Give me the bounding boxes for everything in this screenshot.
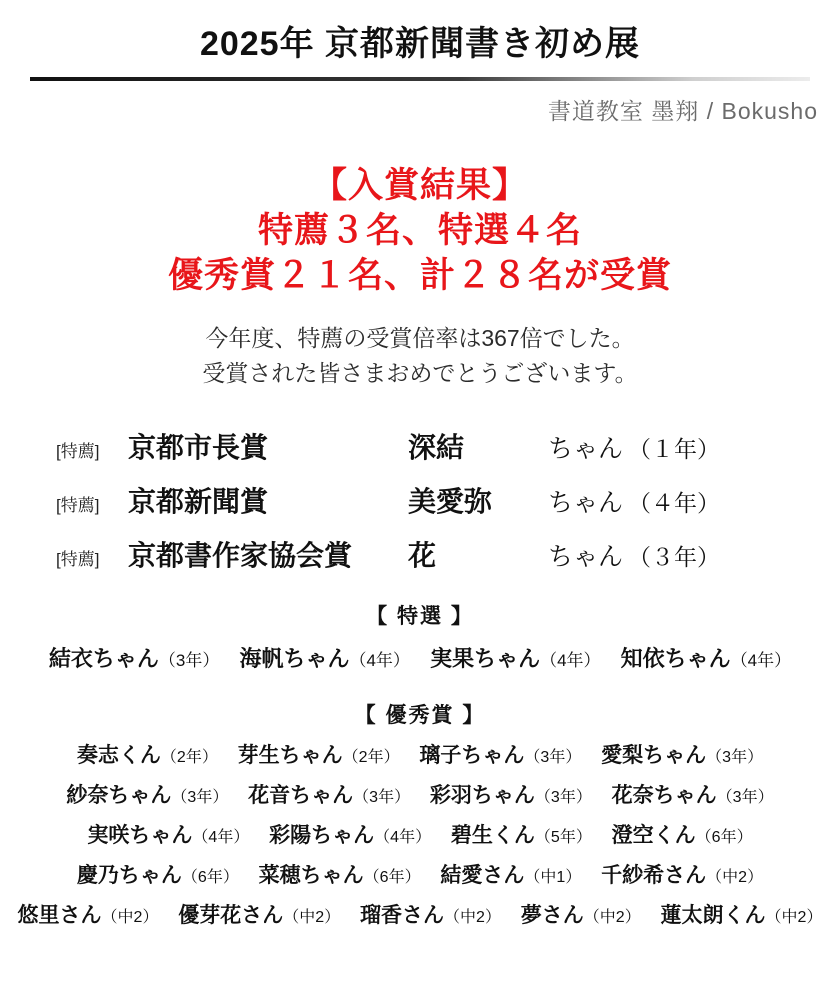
winner-grade: （3年） xyxy=(716,789,774,807)
title-divider xyxy=(30,77,810,81)
winner-grade: （2年） xyxy=(160,749,218,767)
top-awards-list xyxy=(0,426,840,574)
winner-name: 実咲ちゃん xyxy=(87,824,193,848)
page-title: 2025年 京都新聞書き初め展 xyxy=(199,25,641,63)
winner-name: 蓮太朗くん xyxy=(660,904,766,928)
winner-grade: （中2） xyxy=(706,869,764,887)
tokusen-row xyxy=(0,642,840,673)
winner-grade: （4年） xyxy=(730,651,792,671)
result-summary xyxy=(0,164,840,298)
winner-name: 花 xyxy=(408,540,437,572)
result-counts-primary: 特薦３名、特選４名 xyxy=(257,211,582,251)
winner-grade: （4年） xyxy=(349,651,410,671)
result-counts-total: 優秀賞２１名、計２８名が受賞 xyxy=(167,255,672,295)
winner-grade: （中1） xyxy=(524,869,582,887)
winner-name: 夢さん xyxy=(520,904,584,928)
tokusen-section xyxy=(0,600,840,673)
winner-name: 澄空くん xyxy=(611,824,696,848)
winner-grade: （4年） xyxy=(374,829,432,847)
winner-name: 彩羽ちゃん xyxy=(429,784,535,808)
winner-grade: （3年） xyxy=(171,789,229,807)
winner-grade: （中2） xyxy=(283,909,341,927)
winner-grade: （3年） xyxy=(534,789,592,807)
winner-name: 結愛さん xyxy=(440,864,525,888)
award-row xyxy=(56,534,788,574)
winner-grade: （３年） xyxy=(628,544,720,571)
award-tag: [特薦] xyxy=(56,496,100,516)
winner-name: 千紗希さん xyxy=(601,864,707,888)
winner-grade: （2年） xyxy=(342,749,400,767)
winner-name: 彩陽ちゃん xyxy=(269,824,375,848)
winner-grade: （5年） xyxy=(534,829,592,847)
award-row xyxy=(56,426,788,466)
winner-name: 海帆ちゃん xyxy=(239,646,350,672)
winner-name: 実果ちゃん xyxy=(430,646,541,672)
result-note-line-2: 受賞された皆さまおめでとうございます。 xyxy=(202,360,638,387)
winner-name: 深結 xyxy=(408,432,465,464)
winner-name: 璃子ちゃん xyxy=(419,744,525,768)
result-heading: 【入賞結果】 xyxy=(311,166,528,206)
winner-honorific: ちゃん xyxy=(548,435,624,464)
winner-honorific: ちゃん xyxy=(548,543,624,572)
winner-name: 優芽花さん xyxy=(178,904,284,928)
winner-name: 悠里さん xyxy=(17,904,102,928)
winner-name: 結衣ちゃん xyxy=(48,646,159,672)
winner-name: 花奈ちゃん xyxy=(611,784,717,808)
award-title: 京都市長賞 xyxy=(128,432,269,464)
winner-grade: （3年） xyxy=(524,749,582,767)
yushu-row xyxy=(0,779,840,809)
result-note-line-1: 今年度、特薦の受賞倍率は367倍でした。 xyxy=(205,324,635,351)
award-title: 京都書作家協会賞 xyxy=(128,540,353,572)
yushu-row xyxy=(0,859,840,889)
winner-grade: （3年） xyxy=(353,789,411,807)
winner-grade: （3年） xyxy=(706,749,764,767)
winner-grade: （4年） xyxy=(192,829,250,847)
winner-grade: （中2） xyxy=(765,909,823,927)
winner-grade: （１年） xyxy=(628,436,720,463)
winner-name: 奏志くん xyxy=(76,744,161,768)
award-tag: [特薦] xyxy=(56,442,100,462)
winner-name: 碧生くん xyxy=(450,824,535,848)
winner-name: 紗奈ちゃん xyxy=(66,784,172,808)
winner-grade: （6年） xyxy=(695,829,753,847)
winner-grade: （6年） xyxy=(363,869,421,887)
winner-grade: （４年） xyxy=(628,490,720,517)
winner-name: 美愛弥 xyxy=(408,486,493,518)
winner-grade: （3年） xyxy=(158,651,220,671)
winner-name: 慶乃ちゃん xyxy=(76,864,182,888)
award-row xyxy=(56,480,788,520)
winner-honorific: ちゃん xyxy=(548,489,624,518)
winner-grade: （中2） xyxy=(583,909,641,927)
winner-grade: （6年） xyxy=(181,869,239,887)
header xyxy=(0,0,840,126)
winner-grade: （4年） xyxy=(540,651,601,671)
winner-name: 花音ちゃん xyxy=(248,784,354,808)
award-tag: [特薦] xyxy=(56,550,100,570)
yushu-row xyxy=(0,819,840,849)
yushu-row xyxy=(0,899,840,929)
winner-name: 知依ちゃん xyxy=(620,646,731,672)
yushu-section xyxy=(0,699,840,929)
winner-grade: （中2） xyxy=(444,909,501,927)
result-note xyxy=(0,321,840,392)
winner-name: 芽生ちゃん xyxy=(237,744,343,768)
yushu-row xyxy=(0,739,840,769)
studio-name: 書道教室 墨翔 / Bokusho xyxy=(547,98,818,125)
yushu-heading: 【 優秀賞 】 xyxy=(354,704,486,728)
winner-name: 菜穂ちゃん xyxy=(258,864,364,888)
winner-grade: （中2） xyxy=(101,909,159,927)
tokusen-heading: 【 特選 】 xyxy=(366,605,474,629)
winner-name: 瑠香さん xyxy=(360,904,445,928)
award-title: 京都新聞賞 xyxy=(128,486,269,518)
winner-name: 愛梨ちゃん xyxy=(601,744,707,768)
